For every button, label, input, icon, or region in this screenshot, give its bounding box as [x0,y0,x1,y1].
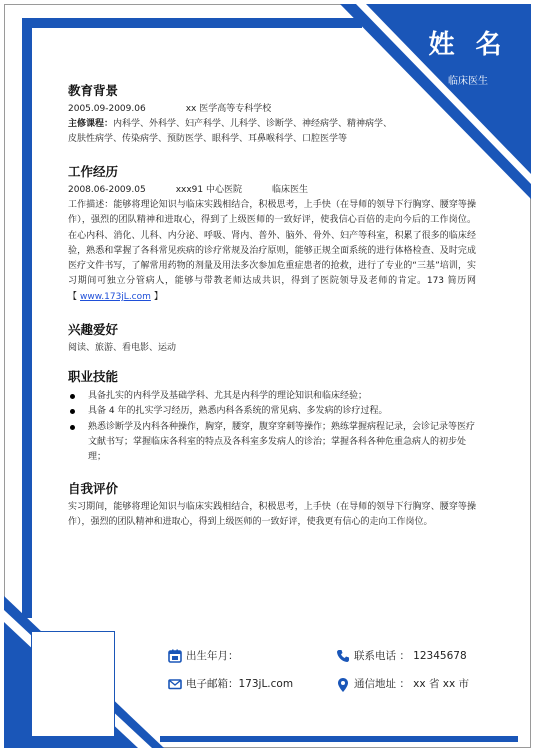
hobbies-section [68,321,476,356]
evaluation-text: 实习期间，能够将理论知识与临床实践相结合，积极思考，上手快（在导师的领导下行胸穿、腰穿等操作），强烈的团队精神和进取心，得到上级医师的一致好评，使我更有信心的走向工作岗位。 [68,501,476,527]
resume-content [68,82,476,530]
calendar-icon [168,649,182,663]
photo-placeholder [31,631,115,737]
address-info [336,676,469,691]
evaluation-title: 自我评价 [68,480,119,496]
left-stripe [22,18,38,618]
hobbies-text: 阅读、旅游、看电影、运动 [68,343,177,354]
top-stripe [22,18,362,28]
skill-text: 具备扎实的内科学及基础学科、尤其是内科学的理论知识和临床经验； [88,391,368,402]
phone-info [336,648,467,663]
bullet-icon [70,409,75,414]
work-row [68,183,476,198]
work-description-text: 工作描述：能够将理论知识与临床实践相结合，积极思考，上手快（在导师的领导下行胸穿、腰穿等操作），强烈的团队精神和进取心，得到了上级医师的一致好评，使我信心百倍的走向今后的工作岗位。在心内科、消化、儿科、内分泌、呼吸、肾内、普外、脑外、骨外、妇产等科室，积累了很多的临床经验，熟悉和掌握了各科常见疾病的诊疗常规及治疗原则，能够正规全面系统的进行体格检查、及时完成医疗文件书写，了解常用药物的剂量及用法多次参加危重症患者的抢救，进行了专业的“三基”培训，实习期间可独立分管病人，能够与带教老师达成共识，得到了医院领导及老师的肯定。173 简历网【 [68,200,476,302]
bottom-stripe [160,736,518,742]
skills-section [68,368,476,465]
education-section [68,82,476,147]
courses-line-1 [68,117,476,132]
email-text: 电子邮箱：173jL.com [186,678,294,690]
work-description [68,198,476,305]
candidate-name: 姓 名 [428,30,508,60]
courses-label: 主修课程： [68,119,114,129]
work-title: 工作经历 [68,164,119,179]
skills-list [68,389,476,465]
email-info [168,676,293,691]
courses-text-1: 内科学、外科学、妇产科学、儿科学、诊断学、神经病学、精神病学、 [113,119,393,129]
list-item [68,420,476,466]
work-period: 2008.06-2009.05 [68,185,146,195]
header-block [418,28,518,89]
education-period: 2005.09-2009.06 [68,104,146,114]
website-link[interactable]: www.173jL.com [80,291,151,302]
courses-line-2: 皮肤性病学、传染病学、预防医学、眼科学、耳鼻喉科学、口腔医学等 [68,134,348,144]
education-title: 教育背景 [68,83,119,98]
work-section [68,163,476,305]
link-suffix: 】 [153,291,163,302]
bullet-icon [70,425,75,430]
list-item [68,404,476,419]
education-school: xx 医学高等专科学校 [185,104,272,114]
hobbies-title: 兴趣爱好 [68,322,119,338]
mail-icon [168,677,182,691]
bullet-icon [70,394,75,399]
address-text: 通信地址 ： xx 省 xx 市 [354,678,470,690]
work-role: 临床医生 [271,185,308,195]
skill-text: 具备 4 年的扎实学习经历，熟悉内科各系统的常见病、多发病的诊疗过程。 [88,406,388,417]
list-item [68,389,476,404]
skill-text: 熟悉诊断学及内科各种操作，胸穿，腰穿，腹穿穿刺等操作；熟练掌握病程记录，会诊记录等医疗文献书写；掌握临床各科室的特点及各科室多发病人的诊治；掌握各科各种危重急病人的初步处理； [88,421,476,463]
phone-text: 联系电话 ： 12345678 [354,650,467,662]
education-row [68,102,476,117]
birth-text: 出生年月： [186,650,239,662]
skills-title: 职业技能 [68,369,119,385]
location-pin-icon [336,677,350,691]
phone-icon [336,649,350,663]
birth-info [168,648,239,663]
evaluation-section [68,480,476,531]
job-title: 临床医生 [448,76,488,87]
work-company: xxx91 中心医院 [175,185,242,195]
